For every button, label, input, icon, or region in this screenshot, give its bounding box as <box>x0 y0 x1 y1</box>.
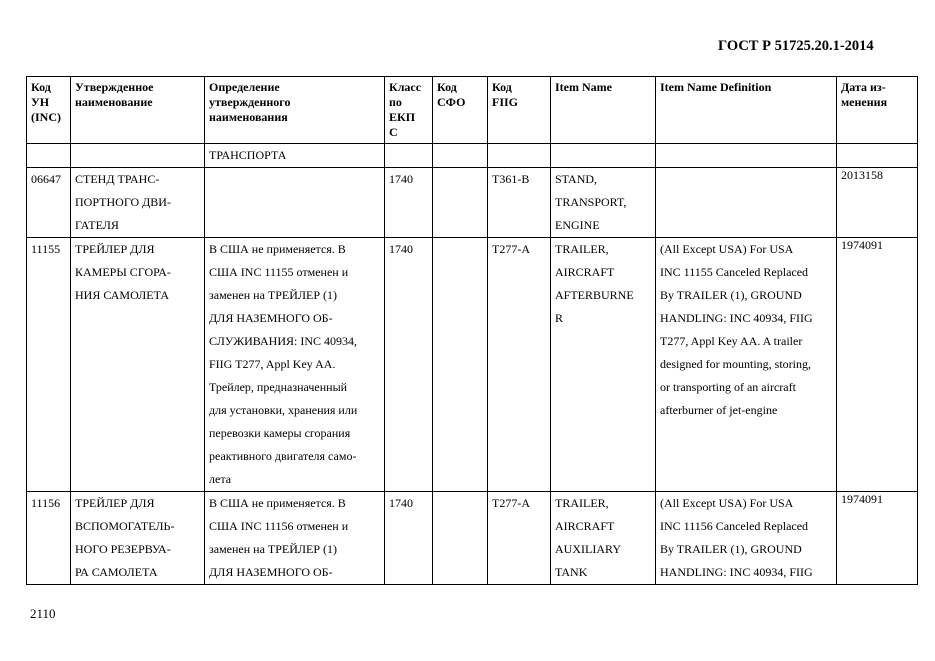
cell-line: TANK <box>555 565 588 579</box>
cell-code <box>27 238 71 492</box>
cell-line: (All Except USA) For USA <box>660 242 794 256</box>
cell-value: 1740 <box>389 172 413 186</box>
document-code: ГОСТ Р 51725.20.1-2014 <box>718 38 874 54</box>
cell-line: перевозки камеры сгорания <box>209 426 351 440</box>
cell-line: НИЯ САМОЛЕТА <box>75 288 170 302</box>
cell-line: заменен на ТРЕЙЛЕР (1) <box>209 542 338 556</box>
cell-line: R <box>555 311 564 325</box>
cell-value: T277-A <box>492 496 530 510</box>
cell-fiig-code <box>488 238 551 492</box>
cell-line: ТРЕЙЛЕР ДЛЯ <box>75 496 155 510</box>
header-line: ЕКП <box>389 110 416 124</box>
cell-line: AUXILIARY <box>555 542 621 556</box>
cell-line: В США не применяется. В <box>209 242 346 256</box>
cell-item-definition <box>656 238 837 492</box>
cell-line: заменен на ТРЕЙЛЕР (1) <box>209 288 338 302</box>
cell-change-date <box>837 144 918 168</box>
cell-line: НОГО РЕЗЕРВУА- <box>75 542 171 556</box>
header-line: FIIG <box>492 95 519 109</box>
cell-sfo-code <box>433 492 488 585</box>
table-row <box>27 238 918 492</box>
cell-line: designed for mounting, storing, <box>660 357 811 371</box>
cell-value: 1740 <box>389 496 413 510</box>
cell-line: FIIG T277, Appl Key AA. <box>209 357 336 371</box>
cell-line: afterburner of jet-engine <box>660 403 778 417</box>
cell-sfo-code <box>433 238 488 492</box>
cell-line: or transporting of an aircraft <box>660 380 796 394</box>
cell-approved-name <box>71 168 205 238</box>
cell-approved-name <box>71 238 205 492</box>
table-row <box>27 168 918 238</box>
header-line: менения <box>841 95 888 109</box>
cell-value: 1974091 <box>841 492 883 506</box>
cell-definition <box>205 492 385 585</box>
cell-line: РА САМОЛЕТА <box>75 565 158 579</box>
header-line: Item Name <box>555 80 612 94</box>
cell-fiig-code <box>488 144 551 168</box>
header-line: наименование <box>75 95 153 109</box>
header-line: утвержденного <box>209 95 291 109</box>
cell-value: 2013158 <box>841 168 883 182</box>
cell-line: By TRAILER (1), GROUND <box>660 288 802 302</box>
cell-line: HANDLING: INC 40934, FIIG <box>660 311 813 325</box>
header-item-definition <box>656 77 837 144</box>
cell-code <box>27 492 71 585</box>
header-definition <box>205 77 385 144</box>
cell-sfo-code <box>433 144 488 168</box>
header-item-name <box>551 77 656 144</box>
cell-class <box>385 144 433 168</box>
cell-item-name <box>551 238 656 492</box>
header-line: Утвержденное <box>75 80 154 94</box>
header-line: Код <box>437 80 457 94</box>
cell-definition <box>205 238 385 492</box>
cell-item-name <box>551 492 656 585</box>
cell-line: СТЕНД ТРАНС- <box>75 172 160 186</box>
table-header-row <box>27 77 918 144</box>
cell-line: США INC 11156 отменен и <box>209 519 349 533</box>
cell-item-name <box>551 144 656 168</box>
cell-line: ПОРТНОГО ДВИ- <box>75 195 171 209</box>
cell-line: INC 11155 Canceled Replaced <box>660 265 809 279</box>
header-sfo-code <box>433 77 488 144</box>
cell-line: T277, Appl Key AA. A trailer <box>660 334 803 348</box>
cell-line: By TRAILER (1), GROUND <box>660 542 802 556</box>
cell-definition <box>205 168 385 238</box>
cell-class <box>385 492 433 585</box>
header-line: СФО <box>437 95 466 109</box>
cell-item-name <box>551 168 656 238</box>
header-line: УН <box>31 95 50 109</box>
table-row <box>27 144 918 168</box>
cell-definition <box>205 144 385 168</box>
cell-code <box>27 168 71 238</box>
cell-change-date <box>837 238 918 492</box>
cell-line: STAND, <box>555 172 598 186</box>
cell-value: T361-B <box>492 172 530 186</box>
cell-change-date <box>837 492 918 585</box>
header-line: Дата из- <box>841 80 886 94</box>
cell-value: 11155 <box>31 242 61 256</box>
header-line: наименования <box>209 110 288 124</box>
cell-line: AIRCRAFT <box>555 519 615 533</box>
page-number: 2110 <box>30 606 56 621</box>
header-class <box>385 77 433 144</box>
cell-line: TRAILER, <box>555 242 609 256</box>
cell-line: ТРАНСПОРТА <box>209 148 287 162</box>
cell-approved-name <box>71 144 205 168</box>
header-change-date <box>837 77 918 144</box>
cell-line: США INC 11155 отменен и <box>209 265 349 279</box>
cell-item-definition <box>656 492 837 585</box>
cell-line: Трейлер, предназначенный <box>209 380 348 394</box>
header-approved-name <box>71 77 205 144</box>
header-line: Код <box>492 80 512 94</box>
cell-value: 1974091 <box>841 238 883 252</box>
classification-table <box>26 76 918 585</box>
cell-line: AFTERBURNE <box>555 288 634 302</box>
header-line: Класс <box>389 80 422 94</box>
cell-line: INC 11156 Canceled Replaced <box>660 519 809 533</box>
cell-line: TRANSPORT, <box>555 195 627 209</box>
cell-class <box>385 238 433 492</box>
cell-change-date <box>837 168 918 238</box>
table-row <box>27 492 918 585</box>
cell-item-definition <box>656 168 837 238</box>
cell-line: AIRCRAFT <box>555 265 615 279</box>
header-line: по <box>389 95 402 109</box>
cell-value: 06647 <box>31 172 61 186</box>
cell-line: КАМЕРЫ СГОРА- <box>75 265 171 279</box>
cell-line: лета <box>209 472 232 486</box>
cell-line: для установки, хранения или <box>209 403 358 417</box>
cell-line: ENGINE <box>555 218 600 232</box>
cell-line: В США не применяется. В <box>209 496 346 510</box>
cell-class <box>385 168 433 238</box>
cell-line: ДЛЯ НАЗЕМНОГО ОБ- <box>209 311 333 325</box>
header-line: Определение <box>209 80 280 94</box>
header-code <box>27 77 71 144</box>
cell-line: HANDLING: INC 40934, FIIG <box>660 565 813 579</box>
cell-value: 1740 <box>389 242 413 256</box>
cell-line: ВСПОМОГАТЕЛЬ- <box>75 519 175 533</box>
header-line: (INC) <box>31 110 61 124</box>
cell-line: TRAILER, <box>555 496 609 510</box>
cell-item-definition <box>656 144 837 168</box>
cell-value: 11156 <box>31 496 61 510</box>
cell-line: ТРЕЙЛЕР ДЛЯ <box>75 242 155 256</box>
cell-line: реактивного двигателя само- <box>209 449 357 463</box>
header-line: Код <box>31 80 51 94</box>
cell-line: ДЛЯ НАЗЕМНОГО ОБ- <box>209 565 333 579</box>
cell-line: СЛУЖИВАНИЯ: INC 40934, <box>209 334 358 348</box>
cell-code <box>27 144 71 168</box>
header-line: С <box>389 125 398 139</box>
cell-line: ГАТЕЛЯ <box>75 218 119 232</box>
cell-value: T277-A <box>492 242 530 256</box>
cell-sfo-code <box>433 168 488 238</box>
cell-fiig-code <box>488 168 551 238</box>
header-line: Item Name Definition <box>660 80 772 94</box>
cell-line: (All Except USA) For USA <box>660 496 794 510</box>
table-body <box>27 144 918 585</box>
cell-approved-name <box>71 492 205 585</box>
header-fiig-code <box>488 77 551 144</box>
cell-fiig-code <box>488 492 551 585</box>
